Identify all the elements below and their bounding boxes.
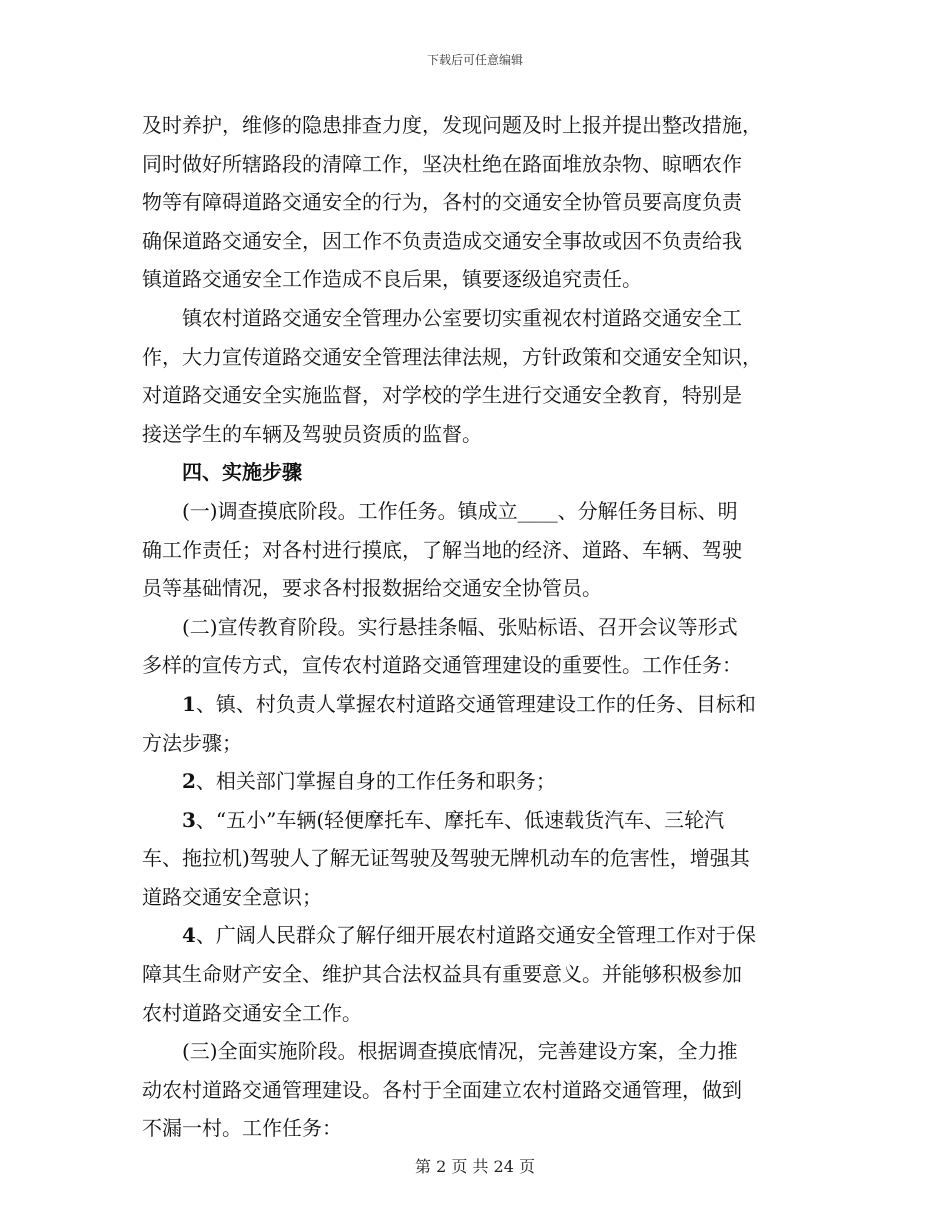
document-body <box>142 106 812 1148</box>
text-line: 方法步骤； <box>142 730 242 755</box>
section-heading: 四、实施步骤 <box>182 460 302 485</box>
text-line: 接送学生的车辆及驾驶员资质的监督。 <box>142 421 482 446</box>
text-line: 对道路交通安全实施监督，对学校的学生进行交通安全教育，特别是 <box>142 383 742 408</box>
text-line: 多样的宣传方式，宣传农村道路交通管理建设的重要性。工作任务： <box>142 653 742 678</box>
list-item <box>142 916 812 955</box>
list-item <box>142 762 812 801</box>
page-header: 下载后可任意编辑 <box>426 53 523 67</box>
text-line: 镇道路交通安全工作造成不良后果，镇要逐级追究责任。 <box>142 267 642 292</box>
text-line: 确保道路交通安全，因工作不负责造成交通安全事故或因不负责给我 <box>142 228 742 253</box>
text-line: 确工作责任；对各村进行摸底，了解当地的经济、道路、车辆、驾驶 <box>142 537 742 562</box>
page-footer: 第 2 页 共 24 页 <box>415 1157 535 1176</box>
text-line: (三)全面实施阶段。根据调查摸底情况，完善建设方案，全力推 <box>182 1039 738 1064</box>
text-line: 员等基础情况，要求各村报数据给交通安全协管员。 <box>142 576 602 601</box>
text-line: 道路交通安全意识； <box>142 884 322 909</box>
list-number: 4 <box>182 923 196 948</box>
text-line: 车、拖拉机)驾驶人了解无证驾驶及驾驶无牌机动车的危害性，增强其 <box>142 846 750 871</box>
list-text: 、相关部门掌握自身的工作任务和职务； <box>195 769 556 794</box>
text-line: 不漏一村。工作任务： <box>142 1116 342 1141</box>
text-line: 及时养护，维修的隐患排查力度，发现问题及时上报并提出整改措施， <box>142 113 762 137</box>
list-text: 、镇、村负责人掌握农村道路交通管理建设工作的任务、目标和 <box>195 691 756 716</box>
text-line: 同时做好所辖路段的清障工作，坚决杜绝在路面堆放杂物、晾晒农作 <box>142 151 742 176</box>
text-line: 农村道路交通安全工作。 <box>142 1000 362 1025</box>
text-line: 动农村道路交通管理建设。各村于全面建立农村道路交通管理，做到 <box>142 1077 742 1102</box>
text-line: 物等有障碍道路交通安全的行为，各村的交通安全协管员要高度负责 <box>142 190 742 215</box>
text-line: 作，大力宣传道路交通安全管理法律法规，方针政策和交通安全知识， <box>142 344 762 369</box>
text-line: (二)宣传教育阶段。实行悬挂条幅、张贴标语、召开会议等形式 <box>182 614 738 639</box>
text-line: 镇农村道路交通安全管理办公室要切实重视农村道路交通安全工 <box>182 305 742 330</box>
list-item <box>142 685 812 724</box>
list-number: 2 <box>182 769 196 794</box>
text-line: (一)调查摸底阶段。工作任务。镇成立____、分解任务目标、明 <box>182 498 738 523</box>
list-text: 、广阔人民群众了解仔细开展农村道路交通安全管理工作对于保 <box>195 923 756 948</box>
list-text: 、“五小”车辆(轻便摩托车、摩托车、低速载货汽车、三轮汽 <box>195 807 725 832</box>
list-item <box>142 801 812 840</box>
text-line: 障其生命财产安全、维护其合法权益具有重要意义。并能够积极参加 <box>142 962 742 987</box>
list-number: 1 <box>182 691 196 716</box>
list-number: 3 <box>182 807 196 832</box>
